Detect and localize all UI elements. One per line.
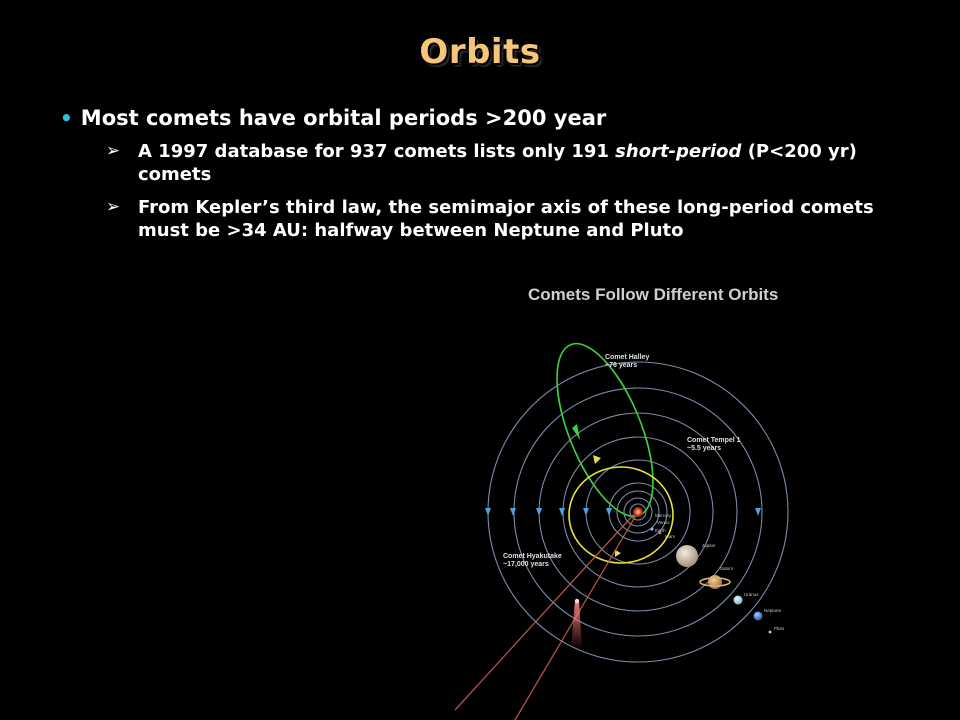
planet-neptune [754, 612, 763, 621]
sub-bullet-1-italic: short-period [615, 141, 742, 162]
hyakutake-comet-tail [571, 600, 582, 650]
diagram-title: Comets Follow Different Orbits [528, 285, 779, 304]
hyakutake-label [503, 553, 562, 569]
tempel-comet-marker [593, 455, 601, 464]
label-uranus: Uranus [744, 592, 759, 597]
comet-orbits-diagram [455, 270, 960, 720]
label-venus: Venus [657, 520, 670, 525]
planet-pluto [769, 631, 772, 634]
sub-bullet-2 [106, 196, 910, 242]
label-jupiter: Jupiter [702, 543, 716, 548]
label-saturn: Saturn [720, 566, 734, 571]
label-neptune: Neptune [764, 608, 782, 613]
bullet-list [60, 106, 910, 242]
planet-uranus [734, 596, 743, 605]
arrow-bullet-icon: ➢ [106, 197, 121, 217]
hyakutake-orbit [455, 512, 638, 720]
sun [633, 507, 643, 517]
label-earth: Earth [655, 528, 666, 533]
tempel-label [687, 437, 741, 453]
label-mars: Mars [665, 534, 675, 539]
bullet-main-text: Most comets have orbital periods >200 year [80, 106, 607, 130]
planet-saturn [700, 575, 730, 589]
slide-title: Orbits [419, 32, 541, 72]
sub-bullet-1-part1: A 1997 database for 937 comets lists only 191 [138, 141, 616, 162]
hyakutake-name: Comet Hyakutake [503, 553, 562, 560]
sub-bullet-2-text: From Kepler’s third law, the semimajor axis of these long-period comets must be >34 AU: halfway between Neptune and Pluto [138, 197, 874, 241]
sub-bullet-1 [106, 140, 910, 186]
halley-period: ~76 years [605, 362, 638, 369]
tempel-name: Comet Tempel 1 [687, 437, 741, 444]
planet-jupiter [676, 545, 698, 567]
sub-bullet-1-part2: (P<200 yr) comets [138, 141, 857, 185]
planet-earth [650, 527, 653, 530]
orbits-svg [455, 270, 960, 720]
label-mercury: Mercury [655, 513, 672, 518]
label-pluto: Pluto [774, 626, 785, 631]
bullet-dot-icon: • [60, 106, 73, 130]
halley-name: Comet Halley [605, 354, 650, 361]
arrow-bullet-icon: ➢ [106, 141, 121, 161]
orbit-direction-arrows [485, 508, 761, 516]
halley-label [605, 354, 649, 370]
bullet-main [60, 106, 910, 130]
tempel-period: ~5.5 years [687, 445, 722, 452]
hyakutake-period: ~17,000 years [503, 561, 549, 568]
sub-bullet-1-text [138, 140, 910, 186]
